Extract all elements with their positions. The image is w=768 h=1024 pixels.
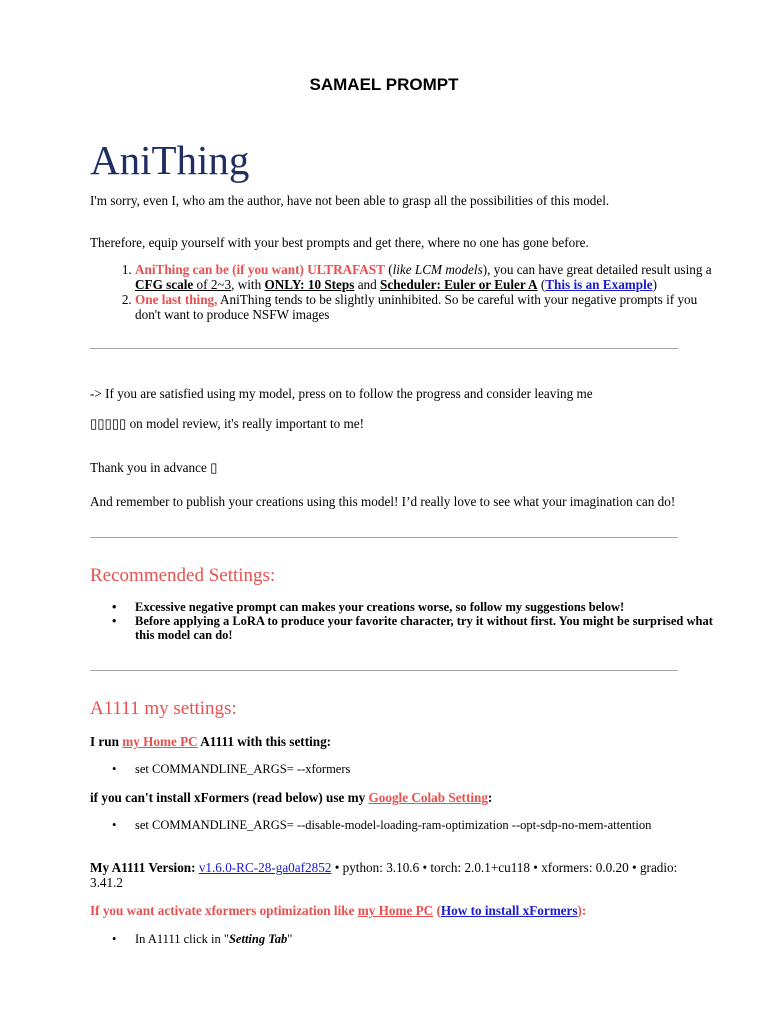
scheduler-label: Scheduler: Euler or Euler A [380,276,538,292]
main-title: AniThing [90,137,250,183]
text-run: ): [577,903,587,918]
text-run: " [287,932,293,946]
home-pc-link[interactable]: my Home PC [122,734,198,749]
list-item: • Excessive negative prompt can makes your creations worse, so follow my suggestions below! [135,600,725,614]
version-label: My A1111 Version: [90,860,199,875]
intro-paragraph-1: I'm sorry, even I, who am the author, have not been able to grasp all the possibilities of this model. [90,193,610,208]
thanks-text: Thank you in advance ▯ [90,460,218,475]
activate-xformers-line [90,903,680,918]
text-run: if you can't install xFormers (read below) use my [90,790,369,805]
home-pc-link-2[interactable]: my Home PC [357,903,434,918]
intro-paragraph-2: Therefore, equip yourself with your best prompts and get there, where no one has gone before. [90,235,589,250]
text-run: AniThing tends to be slightly uninhibited. So be careful with your negative prompts if you don't want to produce NSFW images [135,292,698,322]
recommended-list [90,600,725,642]
feature-list [90,263,720,323]
recommended-heading: Recommended Settings: [90,565,276,586]
install-xformers-link[interactable]: How to install xFormers [440,903,578,918]
steps-label: ONLY: 10 Steps [264,276,355,292]
document-header-title: SAMAEL PROMPT [309,75,459,94]
text-run: If you want activate xformers optimization like [90,903,358,918]
version-details: • python: 3.10.6 • torch: 2.0.1+cu118 • xformers: 0.0.20 • gradio: 3.41.2 [90,860,678,890]
text-run: ) [652,276,658,292]
satisfied-line-2: ▯▯▯▯▯ on model review, it's really important to me! [90,416,365,431]
text-run: ( [433,903,441,918]
list-item: • set COMMANDLINE_ARGS= --disable-model-loading-ram-optimization --opt-sdp-no-mem-attention [135,818,725,832]
list-item [135,263,720,292]
click-list [90,932,725,946]
version-link[interactable]: v1.6.0-RC-28-ga0af2852 [198,860,332,875]
italic-note: like LCM models [392,262,483,277]
ultrafast-highlight: AniThing can be (if you want) ULTRAFAST [135,262,385,277]
run-setting-line [90,734,680,749]
divider [90,537,678,538]
last-thing-highlight: One last thing, [135,292,218,307]
cfg-scale-label: CFG scale [135,276,194,292]
example-link[interactable]: This is an Example [545,276,653,292]
text-run: ( [384,262,393,277]
satisfied-line-1: -> If you are satisfied using my model, press on to follow the progress and consider leaving me [90,386,593,401]
list-item [135,932,725,946]
a1111-heading: A1111 my settings: [90,698,237,719]
colab-line [90,790,680,805]
text-run: ( [537,276,546,292]
list-item: • set COMMANDLINE_ARGS= --xformers [135,762,725,776]
args-list-1 [90,762,725,776]
cfg-scale-value: of 2~3 [193,276,232,292]
text-run: I run [90,734,123,749]
list-item [135,293,720,322]
list-item: • Before applying a LoRA to produce your favorite character, try it without first. You might be surprised what this model can do! [135,614,725,642]
divider [90,670,678,671]
text-run: and [354,276,381,292]
text-run: In A1111 click in " [135,932,229,946]
text-run: ), you can have great detailed result using a [482,262,712,277]
remember-paragraph: And remember to publish your creations using this model! I’d really love to see what your imagination can do! [90,494,676,509]
version-line [90,860,680,890]
setting-tab-label: Setting Tab [228,932,288,946]
args-list-2 [90,818,725,832]
text-run: , with [231,276,265,292]
divider [90,348,678,349]
text-run: : [487,790,493,805]
text-run: A1111 with this setting: [197,734,332,749]
colab-setting-link[interactable]: Google Colab Setting [368,790,488,805]
